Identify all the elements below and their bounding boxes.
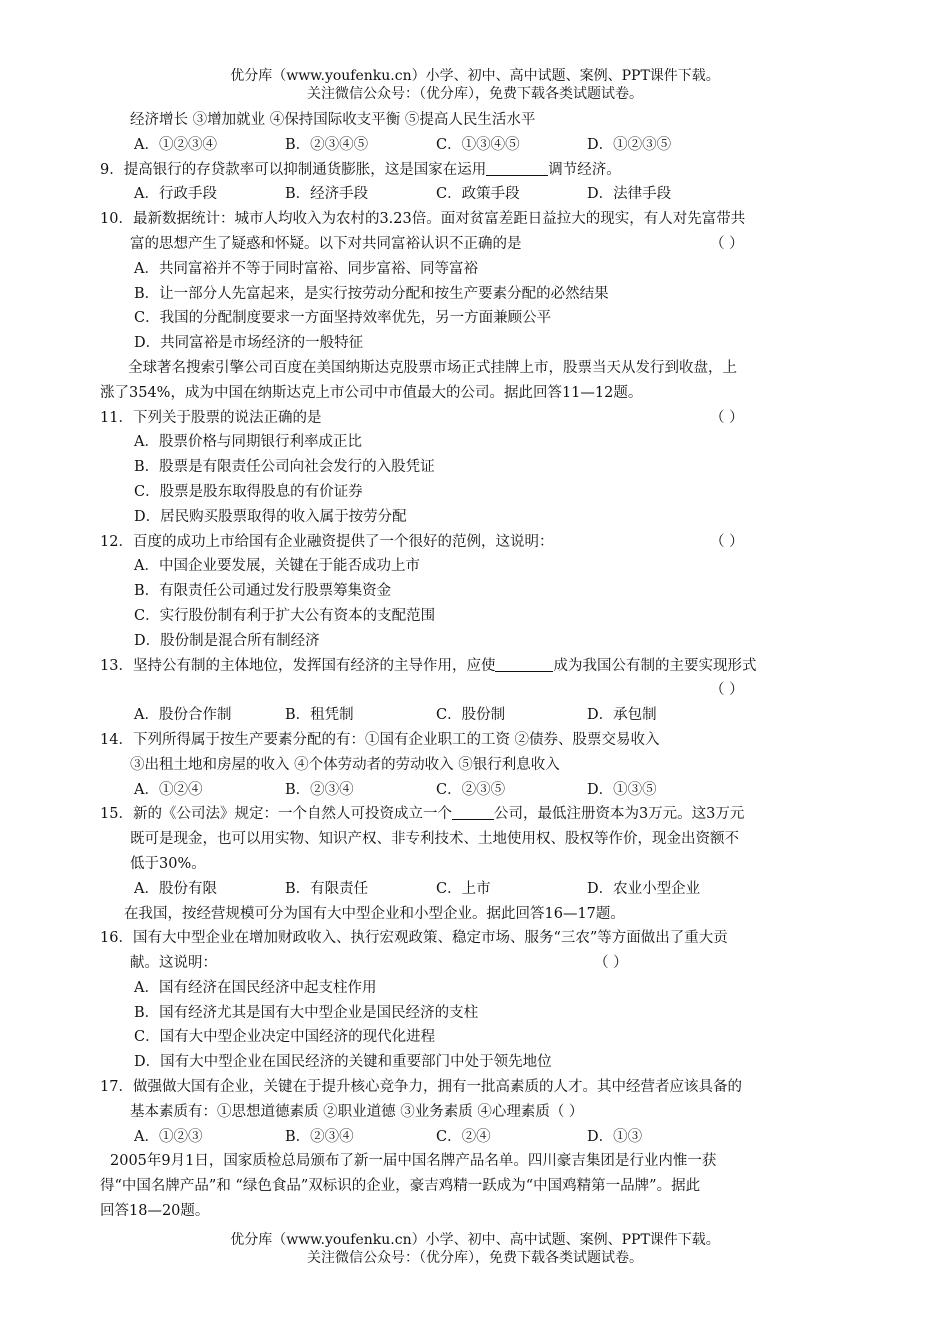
option-a: A．①②④ [134, 781, 203, 798]
question-11-option-d: D．居民购买股票取得的收入属于按劳分配 [134, 508, 407, 525]
option-d: D．承包制 [587, 707, 657, 724]
question-12-option-d: D．股份制是混合所有制经济 [134, 632, 320, 649]
option-d: D．①③⑤ [587, 781, 657, 798]
question-8-continuation: 经济增长 ③增加就业 ④保持国际收支平衡 ⑤提高人民生活水平 [130, 112, 536, 128]
option-c: C．②③⑤ [436, 781, 506, 798]
answer-paren: （ ） [594, 955, 628, 972]
answer-paren: （ ） [710, 682, 744, 699]
passage-18-20-cont: 得“中国名牌产品”和 “绿色食品”双标识的企业，豪吉鸡精一跃成为“中国鸡精第一品牌”。据此 [100, 1178, 701, 1195]
option-b: B．租凭制 [285, 707, 354, 724]
answer-blank [486, 159, 548, 176]
question-14: 14．下列所得属于按生产要素分配的有：①国有企业职工的工资 ②债券、股票交易收入 [100, 731, 660, 748]
question-13: 13．坚持公有制的主体地位，发挥国有经济的主导作用，应使 成为我国公有制的主要实现形式 [0, 654, 950, 679]
exam-content [0, 108, 950, 1224]
question-15-cont-2: 低于30%。 [130, 855, 206, 872]
question-10-stem-cont: 富的思想产生了疑惑和怀疑。以下对共同富裕认识不正确的是 （ ） [0, 232, 950, 257]
question-16-option-b: B．国有经济尤其是国有大中型企业是国民经济的支柱 [134, 1004, 479, 1021]
footer-line-1: 优分库（www.youfenku.cn）小学、初中、高中试题、案例、PPT课件下载。 [230, 1232, 720, 1248]
passage-18-20: 2005年9月1日，国家质检总局颁布了新一届中国名牌产品名单。四川豪吉集团是行业内惟一获 [110, 1153, 717, 1170]
passage-18-20-cont-2: 回答18—20题。 [100, 1203, 210, 1220]
option-a: A．①②③ [134, 1128, 203, 1145]
question-11-option-b: B．股票是有限责任公司向社会发行的入股凭证 [134, 459, 435, 476]
question-12-option-c: C．实行股份制有利于扩大公有资本的支配范围 [134, 607, 436, 624]
header-line-1: 优分库（www.youfenku.cn）小学、初中、高中试题、案例、PPT课件下载。 [230, 68, 720, 84]
option-c: C．股份制 [436, 707, 506, 724]
question-9: 9．提高银行的存贷款率可以抑制通货膨胀，这是国家在运用 调节经济。 [0, 158, 950, 183]
question-13-paren-line [0, 678, 950, 703]
option-d: D．①③ [587, 1128, 643, 1145]
option-a: A．股份合作制 [134, 707, 232, 724]
option-c: C．政策手段 [436, 186, 520, 203]
option-b: B．有限责任 [285, 880, 369, 897]
option-c: C．①③④⑤ [436, 136, 520, 153]
page-footer [0, 1231, 950, 1267]
option-b: B．②③④⑤ [285, 136, 369, 153]
question-11-option-a: A．股票价格与同期银行利率成正比 [134, 434, 362, 451]
question-16: 16．国有大中型企业在增加财政收入、执行宏观政策、稳定市场、服务“三农”等方面做出了重大贡 [100, 930, 728, 947]
question-16-option-d: D．国有大中型企业在国民经济的关键和重要部门中处于领先地位 [134, 1054, 552, 1071]
answer-paren: （ ） [710, 235, 744, 252]
question-16-option-a: A．国有经济在国民经济中起支柱作用 [134, 979, 377, 996]
page-header [0, 67, 950, 103]
option-b: B．经济手段 [285, 186, 369, 203]
question-11-option-c: C．股票是股东取得股息的有价证券 [134, 483, 363, 500]
question-16-option-c: C．国有大中型企业决定中国经济的现代化进程 [134, 1029, 436, 1046]
answer-blank [495, 655, 553, 672]
question-15-options [0, 877, 950, 902]
question-10-option-c: C．我国的分配制度要求一方面坚持效率优先，另一方面兼顾公平 [134, 310, 552, 327]
option-d: D．法律手段 [587, 186, 672, 203]
option-c: C．②④ [436, 1128, 491, 1145]
question-8-options [0, 133, 950, 158]
option-d: D．①②③⑤ [587, 136, 672, 153]
question-10-option-b: B．让一部分人先富起来，是实行按劳动分配和按生产要素分配的必然结果 [134, 285, 609, 302]
passage-16-17: 在我国，按经营规模可分为国有大中型企业和小型企业。据此回答16—17题。 [124, 905, 625, 922]
passage-11-12: 全球著名搜索引擎公司百度在美国纳斯达克股票市场正式挂牌上市，股票当天从发行到收盘，上 [128, 359, 737, 376]
header-line-2: 关注微信公众号：（优分库），免费下载各类试题试卷。 [307, 86, 643, 102]
option-c: C．上市 [436, 880, 491, 897]
answer-paren: （ ） [710, 409, 744, 426]
footer-line-2: 关注微信公众号：（优分库），免费下载各类试题试卷。 [307, 1250, 643, 1266]
option-b: B．②③④ [285, 781, 354, 798]
question-10-option-d: D．共同富裕是市场经济的一般特征 [134, 335, 364, 352]
option-b: B．②③④ [285, 1128, 354, 1145]
option-a: A．①②③④ [134, 136, 217, 153]
question-10-option-a: A．共同富裕并不等于同时富裕、同步富裕、同等富裕 [134, 260, 478, 277]
answer-paren: （ ） [710, 533, 744, 550]
question-10-stem: 10．最新数据统计：城市人均收入为农村的3.23倍。面对贫富差距日益拉大的现实，有人对先富带共 [100, 211, 746, 228]
question-14-options [0, 778, 950, 803]
question-15: 15．新的《公司法》规定：一个自然人可投资成立一个 公司，最低注册资本为3万元。这3万元 [0, 802, 950, 827]
option-a: A．股份有限 [134, 880, 217, 897]
question-12: 12．百度的成功上市给国有企业融资提供了一个很好的范例，这说明： （ ） [0, 530, 950, 555]
question-15-cont: 既可是现金，也可以用实物、知识产权、非专利技术、土地使用权、股权等作价，现金出资额不 [130, 831, 739, 848]
passage-11-12-cont: 涨了354%，成为中国在纳斯达克上市公司中市值最大的公司。据此回答11—12题。 [100, 384, 643, 401]
question-17-cont: 基本素质有：①思想道德素质 ②职业道德 ③业务素质 ④心理素质（ ） [130, 1103, 584, 1120]
question-12-option-b: B．有限责任公司通过发行股票筹集资金 [134, 583, 392, 600]
question-16-cont: 献。这说明： （ ） [0, 951, 950, 976]
question-12-option-a: A．中国企业要发展，关键在于能否成功上市 [134, 558, 420, 575]
option-d: D．农业小型企业 [587, 880, 701, 897]
question-11: 11．下列关于股票的说法正确的是 （ ） [0, 406, 950, 431]
question-13-options [0, 703, 950, 728]
answer-blank [452, 803, 494, 820]
question-14-cont: ③出租土地和房屋的收入 ④个体劳动者的劳动收入 ⑤银行利息收入 [130, 756, 560, 773]
question-17: 17．做强做大国有企业，关键在于提升核心竞争力，拥有一批高素质的人才。其中经营者应该具备的 [100, 1079, 742, 1096]
question-9-options [0, 182, 950, 207]
option-a: A．行政手段 [134, 186, 217, 203]
question-17-options [0, 1125, 950, 1150]
